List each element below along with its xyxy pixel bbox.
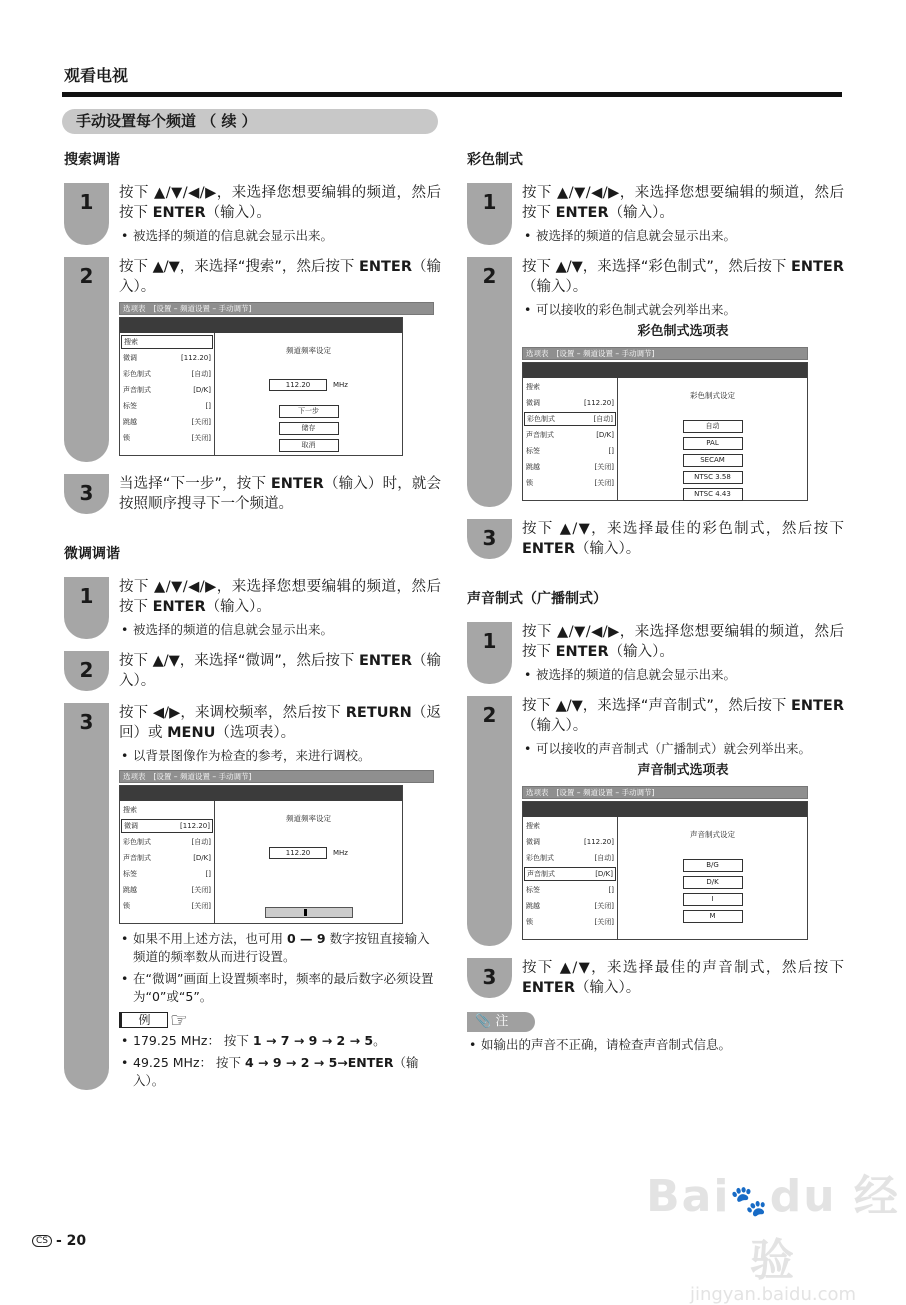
menu-item	[121, 883, 213, 897]
fine-tune-slider	[265, 907, 353, 918]
menu-item	[121, 415, 213, 429]
menu-item-value: [自动]	[594, 854, 614, 862]
text-segment: 按下 ▲/▼，来选择“彩色制式”，然后按下	[522, 259, 791, 275]
menu-item-label: 跳越	[526, 463, 540, 471]
right-column	[467, 150, 845, 1054]
menu-detail-title: 频道频率设定	[286, 346, 331, 355]
text-segment: （输入）。	[575, 980, 641, 996]
menu-box	[119, 317, 403, 456]
menu-title-bar	[120, 786, 402, 801]
menu-item-label: 声音制式	[526, 431, 554, 439]
key-label: 1 → 7 → 9 → 2 → 5	[252, 1033, 374, 1048]
menu-header-bar	[522, 347, 808, 360]
step	[467, 696, 845, 946]
options-table-title: 彩色制式选项表	[637, 324, 729, 339]
section-title: 微调调谐	[64, 546, 120, 562]
menu-item	[524, 476, 616, 490]
step-number: 3	[467, 958, 512, 998]
section	[467, 589, 845, 998]
menu-item-value: [关闭]	[594, 918, 614, 926]
menu-item-value: []	[205, 870, 211, 878]
step	[467, 958, 845, 998]
menu-detail-title: 彩色制式设定	[690, 391, 735, 400]
bullet-note	[522, 666, 844, 684]
menu-item	[121, 899, 213, 913]
options-table-title: 声音制式选项表	[637, 763, 729, 778]
step-content	[512, 257, 844, 507]
step	[467, 257, 845, 507]
bullet-note	[119, 970, 441, 1006]
menu-item-label: 标签	[526, 886, 540, 894]
bullet-note	[119, 621, 441, 639]
menu-option-button: SECAM	[683, 454, 743, 467]
menu-detail-panel	[215, 801, 402, 923]
menu-item	[524, 460, 616, 474]
menu-item-value: []	[608, 447, 614, 455]
frequency-input: 112.20	[269, 379, 327, 391]
menu-item-label: 跳越	[123, 886, 137, 894]
menu-item	[121, 851, 213, 865]
text-segment: 被选择的频道的信息就会显示出来。	[536, 667, 737, 682]
step-number: 2	[64, 651, 109, 691]
menu-item-label: 锁	[123, 902, 130, 910]
step-number: 1	[64, 577, 109, 639]
menu-item	[524, 835, 616, 849]
menu-item-label: 声音制式	[527, 870, 555, 878]
step-instruction	[522, 183, 844, 223]
menu-item	[524, 867, 616, 881]
step	[64, 577, 442, 639]
text-segment: 被选择的频道的信息就会显示出来。	[536, 228, 737, 243]
menu-header-label: 选项表	[123, 304, 146, 313]
menu-item-value: [关闭]	[594, 463, 614, 471]
menu-screen	[119, 770, 434, 924]
text-segment: 按下 ▲/▼，来选择“微调”，然后按下	[119, 653, 359, 669]
text-segment: （输入）。	[119, 653, 442, 689]
bullet-note	[522, 301, 844, 319]
step-number: 3	[64, 703, 109, 1090]
text-segment: （返回）或	[119, 705, 442, 741]
frequency-unit: MHz	[333, 381, 348, 389]
bullet-note	[119, 930, 441, 966]
text-segment: 按下 ▲/▼，来选择最佳的彩色制式，然后按下	[522, 521, 844, 537]
menu-header-label: 选项表	[526, 788, 549, 797]
text-segment: 在“微调”画面上设置频率时，频率的最后数字必须设置为“0”或“5”。	[133, 971, 434, 1004]
menu-item	[121, 367, 213, 381]
text-segment: （输入）时，就会按照顺序搜寻下一个频道。	[119, 476, 441, 512]
menu-item	[524, 819, 616, 833]
bullet-note	[522, 740, 844, 758]
page-number: - 20	[56, 1233, 87, 1249]
section-title: 彩色制式	[467, 152, 523, 168]
step-instruction	[119, 703, 441, 743]
text-segment: 按下 ▲/▼，来选择最佳的声音制式，然后按下	[522, 960, 844, 976]
menu-item	[121, 867, 213, 881]
menu-option-button: 取消	[279, 439, 339, 452]
menu-option-button: PAL	[683, 437, 743, 450]
section	[467, 150, 845, 559]
menu-title-bar	[523, 802, 807, 817]
header-rule	[62, 92, 842, 97]
menu-item-label: 彩色制式	[123, 370, 151, 378]
menu-item	[121, 431, 213, 445]
step-content	[109, 257, 441, 462]
menu-option-button: NTSC 3.58	[683, 471, 743, 484]
text-segment: （输入）。	[205, 205, 271, 221]
text-segment: 按下 ▲/▼/◀/▶，来选择您想要编辑的频道，然后按下	[119, 185, 441, 221]
step-content	[512, 958, 844, 998]
step-number: 3	[467, 519, 512, 559]
text-segment: 如果不用上述方法，也可用	[133, 931, 287, 946]
step-content	[512, 519, 844, 559]
key-label: 4 → 9 → 2 → 5→ENTER	[244, 1055, 394, 1070]
section	[64, 544, 442, 1090]
step-content	[109, 577, 441, 639]
section-title: 搜索调谐	[64, 152, 120, 168]
text-segment: （输入）。	[522, 279, 588, 295]
menu-option-button: 下一步	[279, 405, 339, 418]
menu-item-value: [D/K]	[596, 431, 614, 439]
menu-detail-panel	[215, 333, 402, 455]
menu-item-label: 锁	[526, 918, 533, 926]
text-segment: 按下 ▲/▼，来选择“搜索”，然后按下	[119, 259, 359, 275]
menu-option-button: D/K	[683, 876, 743, 889]
menu-header-label: 选项表	[526, 349, 549, 358]
menu-item	[121, 803, 213, 817]
menu-item-label: 标签	[123, 402, 137, 410]
text-segment: 179.25 MHz： 按下	[133, 1033, 253, 1048]
paperclip-icon: 📎	[475, 1014, 496, 1029]
text-segment: （输入）。	[133, 1055, 419, 1088]
step-instruction	[119, 577, 441, 617]
text-segment: 当选择“下一步”，按下	[119, 476, 271, 492]
text-segment: 。	[373, 1033, 386, 1048]
menu-item	[121, 383, 213, 397]
menu-option-button: NTSC 4.43	[683, 488, 743, 501]
menu-item-label: 微调	[123, 354, 137, 362]
step-number: 2	[64, 257, 109, 462]
menu-body	[120, 801, 402, 923]
menu-breadcrumb: [设置 – 频道设置 – 手动调节]	[153, 304, 252, 313]
key-label: ENTER	[555, 205, 609, 221]
menu-item	[524, 915, 616, 929]
text-segment: （输入）。	[119, 259, 442, 295]
menu-item-value: [关闭]	[191, 886, 211, 894]
menu-item-value: [自动]	[191, 838, 211, 846]
step-number: 1	[467, 183, 512, 245]
step	[64, 703, 442, 1090]
text-segment: 按下 ▲/▼/◀/▶，来选择您想要编辑的频道，然后按下	[522, 185, 844, 221]
menu-item-label: 微调	[526, 399, 540, 407]
step-content	[109, 183, 441, 245]
menu-header-bar	[119, 770, 434, 783]
menu-item	[524, 380, 616, 394]
menu-detail-title: 声音制式设定	[690, 830, 735, 839]
step-content	[512, 183, 844, 245]
menu-item-value: [关闭]	[594, 479, 614, 487]
menu-item-value: [112.20]	[584, 838, 614, 846]
step-instruction	[522, 257, 844, 297]
step-number: 2	[467, 257, 512, 507]
menu-header-bar	[522, 786, 808, 799]
pointing-hand-icon: ☞	[170, 1008, 188, 1032]
step-content	[109, 651, 441, 691]
menu-item-label: 微调	[526, 838, 540, 846]
key-label: RETURN	[345, 705, 412, 721]
text-segment: 以背景图像作为检查的参考，来进行调校。	[133, 748, 371, 763]
step-instruction	[522, 622, 844, 662]
menu-item-value: [D/K]	[193, 386, 211, 394]
bullet-note	[119, 747, 441, 765]
text-segment: 49.25 MHz： 按下	[133, 1055, 245, 1070]
key-label: ENTER	[522, 541, 576, 557]
menu-breadcrumb: [设置 – 频道设置 – 手动调节]	[556, 349, 655, 358]
language-code-badge: CS	[32, 1235, 52, 1247]
page-section-title: 观看电视	[64, 66, 129, 85]
menu-item	[524, 899, 616, 913]
menu-body	[120, 333, 402, 455]
key-label: ENTER	[358, 653, 412, 669]
text-segment: （输入）。	[608, 644, 674, 660]
step	[467, 183, 845, 245]
menu-option-button: 自动	[683, 420, 743, 433]
menu-detail-title: 频道频率设定	[286, 814, 331, 823]
menu-item	[121, 399, 213, 413]
step-content	[109, 703, 441, 1090]
section	[64, 150, 442, 514]
bullet-note	[119, 227, 441, 245]
menu-item-value: [自动]	[191, 370, 211, 378]
menu-item-value: []	[608, 886, 614, 894]
text-segment: （输入）。	[575, 541, 641, 557]
step-instruction	[522, 696, 844, 736]
menu-item-value: [112.20]	[181, 354, 211, 362]
menu-breadcrumb: [设置 – 频道设置 – 手动调节]	[556, 788, 655, 797]
page-banner: 手动设置每个频道 （ 续 ）	[62, 109, 438, 134]
text-segment: 可以接收的彩色制式就会列举出来。	[536, 302, 737, 317]
step	[64, 474, 442, 514]
menu-item-label: 彩色制式	[526, 854, 554, 862]
bullet-note	[119, 1054, 441, 1090]
step-content	[512, 696, 844, 946]
step-instruction	[119, 257, 441, 297]
step-instruction	[119, 183, 441, 223]
note-text: • 如输出的声音不正确，请检查声音制式信息。	[467, 1036, 845, 1054]
bullet-note	[119, 1032, 441, 1050]
step-content	[512, 622, 844, 684]
step	[467, 622, 845, 684]
text-segment: 数字按钮直接输入频道的频率数从而进行设置。	[133, 931, 430, 964]
frequency-input: 112.20	[269, 847, 327, 859]
menu-list	[120, 333, 215, 455]
menu-item	[524, 412, 616, 426]
menu-box	[522, 362, 808, 501]
text-segment: 可以接收的声音制式（广播制式）就会列举出来。	[536, 741, 812, 756]
menu-item-label: 搜索	[124, 338, 138, 346]
step-instruction	[522, 958, 844, 998]
menu-item-label: 锁	[526, 479, 533, 487]
menu-item	[121, 819, 213, 833]
menu-item-label: 跳越	[526, 902, 540, 910]
menu-item-label: 标签	[526, 447, 540, 455]
key-label: ENTER	[152, 599, 206, 615]
menu-header-bar	[119, 302, 434, 315]
menu-item-value: [关闭]	[191, 434, 211, 442]
menu-item-value: [112.20]	[180, 822, 210, 830]
step-instruction	[522, 519, 844, 559]
step-content	[109, 474, 441, 514]
text-segment: 按下 ▲/▼/◀/▶，来选择您想要编辑的频道，然后按下	[522, 624, 844, 660]
menu-screen	[119, 302, 434, 456]
watermark-logo: Bai🐾du 经验	[646, 1171, 900, 1286]
menu-item-value: [D/K]	[595, 870, 613, 878]
step	[64, 257, 442, 462]
menu-header-label: 选项表	[123, 772, 146, 781]
menu-item	[524, 444, 616, 458]
menu-list	[523, 378, 618, 500]
menu-item-value: []	[205, 402, 211, 410]
key-label: ENTER	[152, 205, 206, 221]
text-segment: 按下 ▲/▼，来选择“声音制式”，然后按下	[522, 698, 791, 714]
frequency-row	[215, 843, 402, 863]
key-label: ENTER	[790, 698, 844, 714]
menu-item-value: [关闭]	[191, 418, 211, 426]
menu-option-button: I	[683, 893, 743, 906]
menu-item-value: [自动]	[593, 415, 613, 423]
menu-option-button: 储存	[279, 422, 339, 435]
note-section	[467, 1008, 845, 1054]
key-label: ENTER	[790, 259, 844, 275]
frequency-row	[215, 375, 402, 395]
note-tag	[467, 1012, 535, 1032]
left-column	[64, 150, 442, 1120]
menu-option-button: B/G	[683, 859, 743, 872]
key-label: 0 — 9	[286, 931, 326, 946]
menu-screen	[522, 347, 808, 501]
menu-body	[523, 817, 807, 939]
frequency-unit: MHz	[333, 849, 348, 857]
key-label: ENTER	[358, 259, 412, 275]
menu-item	[121, 335, 213, 349]
menu-option-button: M	[683, 910, 743, 923]
menu-item	[524, 396, 616, 410]
menu-item	[524, 851, 616, 865]
menu-item-label: 微调	[124, 822, 138, 830]
menu-item	[524, 883, 616, 897]
key-label: ENTER	[522, 980, 576, 996]
menu-item-value: [关闭]	[191, 902, 211, 910]
text-segment: 按下 ▲/▼/◀/▶，来选择您想要编辑的频道，然后按下	[119, 579, 441, 615]
example-label	[119, 1008, 441, 1032]
example-box: 例	[119, 1012, 168, 1028]
menu-item-value: [D/K]	[193, 854, 211, 862]
text-segment: 被选择的频道的信息就会显示出来。	[133, 622, 334, 637]
step-instruction	[119, 474, 441, 514]
menu-item-label: 搜索	[526, 383, 540, 391]
menu-box	[119, 785, 403, 924]
key-label: MENU	[167, 725, 216, 741]
menu-item	[524, 428, 616, 442]
menu-body	[523, 378, 807, 500]
slider-knob	[304, 909, 307, 916]
text-segment: （输入）。	[608, 205, 674, 221]
menu-item-label: 声音制式	[123, 854, 151, 862]
step-number: 2	[467, 696, 512, 946]
text-segment: （选项表）。	[215, 725, 296, 741]
text-segment: 按下 ◀/▶，来调校频率，然后按下	[119, 705, 346, 721]
menu-item-label: 跳越	[123, 418, 137, 426]
menu-item-label: 锁	[123, 434, 130, 442]
step-number: 3	[64, 474, 109, 514]
menu-box	[522, 801, 808, 940]
text-segment: 被选择的频道的信息就会显示出来。	[133, 228, 334, 243]
key-label: ENTER	[555, 644, 609, 660]
menu-item	[121, 351, 213, 365]
page-footer	[32, 1233, 86, 1249]
key-label: ENTER	[270, 476, 324, 492]
menu-item-label: 搜索	[526, 822, 540, 830]
step	[64, 651, 442, 691]
menu-item-value: [关闭]	[594, 902, 614, 910]
menu-screen	[522, 786, 808, 940]
menu-item-label: 声音制式	[123, 386, 151, 394]
menu-item-value: [112.20]	[584, 399, 614, 407]
note-label: 注	[495, 1014, 509, 1029]
watermark	[640, 1160, 906, 1305]
step	[64, 183, 442, 245]
menu-item	[121, 835, 213, 849]
step-number: 1	[64, 183, 109, 245]
menu-item-label: 彩色制式	[123, 838, 151, 846]
menu-title-bar	[120, 318, 402, 333]
step-instruction	[119, 651, 441, 691]
menu-detail-panel	[618, 817, 807, 939]
step-number: 1	[467, 622, 512, 684]
text-segment: （输入）。	[205, 599, 271, 615]
menu-item-label: 标签	[123, 870, 137, 878]
text-segment: （输入）。	[522, 718, 588, 734]
menu-item-label: 搜索	[123, 806, 137, 814]
watermark-url: jingyan.baidu.com	[689, 1284, 857, 1305]
menu-list	[120, 801, 215, 923]
menu-title-bar	[523, 363, 807, 378]
menu-detail-panel	[618, 378, 807, 500]
step	[467, 519, 845, 559]
menu-item-label: 彩色制式	[527, 415, 555, 423]
bullet-note	[522, 227, 844, 245]
section-title: 声音制式（广播制式）	[467, 591, 607, 607]
menu-breadcrumb: [设置 – 频道设置 – 手动调节]	[153, 772, 252, 781]
menu-list	[523, 817, 618, 939]
